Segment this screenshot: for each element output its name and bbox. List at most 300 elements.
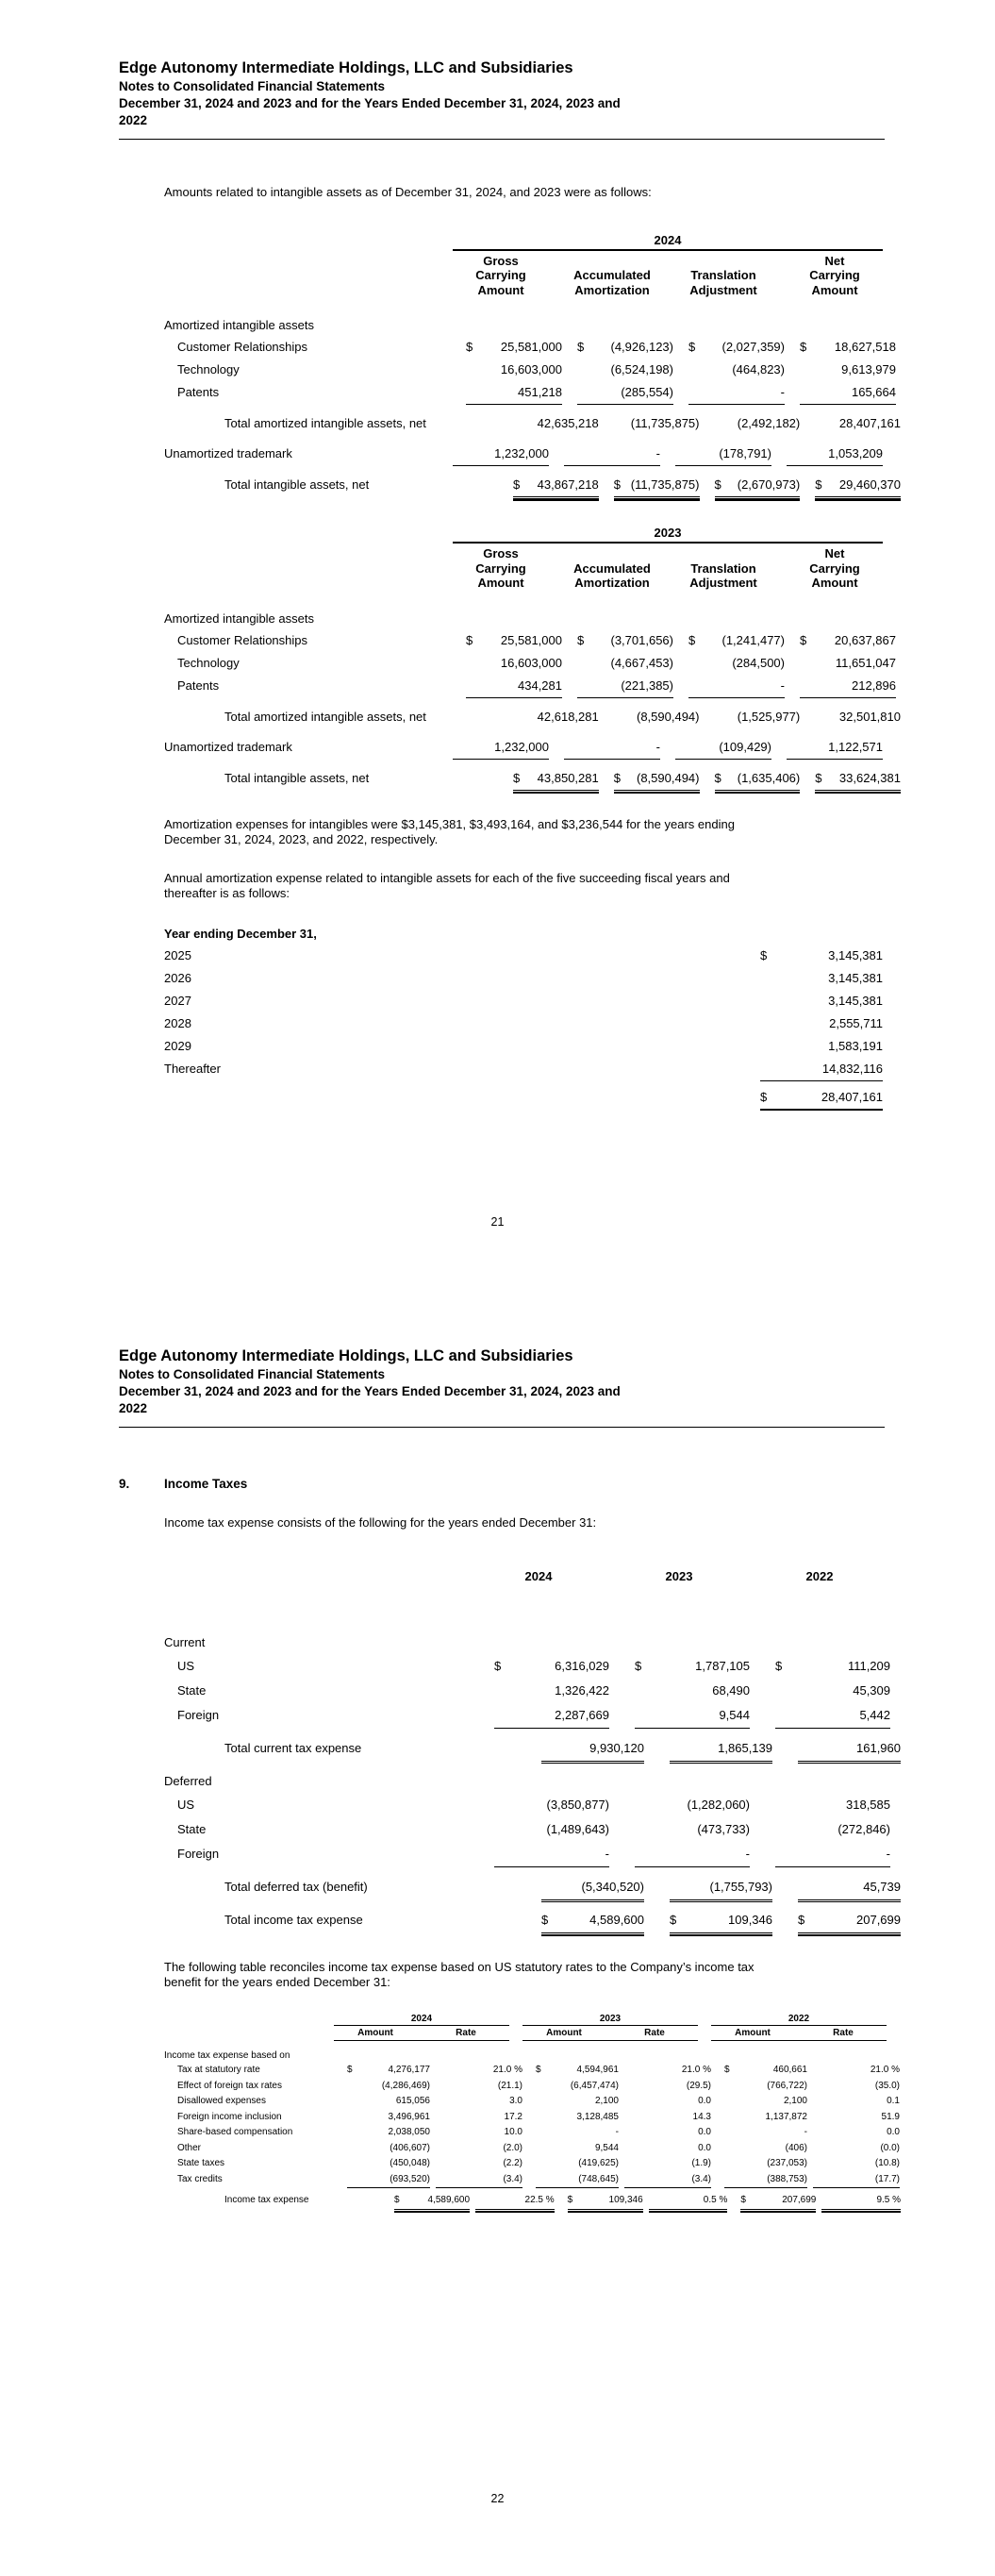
cell-value: 109,346 xyxy=(728,1912,772,1927)
cell-value: (272,846) xyxy=(837,1821,890,1836)
table-row xyxy=(164,2063,901,2079)
column-headers-row xyxy=(164,254,901,298)
amount-cell xyxy=(494,1817,609,1842)
cell-value: 1,137,872 xyxy=(765,2111,807,2122)
cell-value: (3,850,877) xyxy=(546,1797,609,1812)
statements-subtitle: Notes to Consolidated Financial Statements xyxy=(119,1367,386,1381)
table-row xyxy=(164,608,901,629)
table-row xyxy=(164,1654,901,1679)
currency-symbol: $ xyxy=(800,632,807,647)
amount-cell xyxy=(775,1679,890,1703)
statements-subtitle: Notes to Consolidated Financial Statements xyxy=(119,79,386,93)
cell-value: (1,489,643) xyxy=(546,1821,609,1836)
row-label: Unamortized trademark xyxy=(164,446,292,460)
amount-cell xyxy=(688,629,785,652)
currency-symbol: $ xyxy=(760,947,768,962)
table-row xyxy=(164,2110,901,2126)
currency-symbol: $ xyxy=(577,340,585,354)
amount-cell xyxy=(513,412,599,435)
cell-value: 2,100 xyxy=(594,2096,619,2106)
table-row xyxy=(164,2172,901,2189)
row-label: Tax at statutory rate xyxy=(177,2065,260,2075)
cell-value: 9,544 xyxy=(719,1707,750,1722)
amount-column-header: Amount xyxy=(735,2027,771,2038)
amount-cell xyxy=(513,767,599,791)
amount-column-header: Amount xyxy=(546,2027,582,2038)
amount-cell xyxy=(688,381,785,405)
amount-cell xyxy=(813,2125,900,2141)
amount-cell xyxy=(466,652,562,675)
column-header-line: Amount xyxy=(811,576,858,590)
amount-cell xyxy=(815,706,901,728)
amount-cell xyxy=(436,2141,522,2157)
cell-value: (4,926,123) xyxy=(610,340,673,354)
amount-cell xyxy=(347,2063,430,2079)
cell-value: 14,832,116 xyxy=(821,1061,883,1076)
amount-cell xyxy=(724,2063,807,2079)
cell-value: (237,053) xyxy=(767,2158,807,2168)
cell-value: 4,589,600 xyxy=(589,1912,644,1927)
amount-cell xyxy=(436,2172,522,2189)
table-row xyxy=(164,2094,901,2110)
column-header-line: Carrying xyxy=(809,268,860,282)
cell-value: 25,581,000 xyxy=(500,632,562,647)
amount-cell xyxy=(536,2079,619,2095)
cell-value: 3.0 xyxy=(509,2096,522,2106)
column-header-line: Net xyxy=(824,546,845,560)
cell-value: 32,501,810 xyxy=(838,709,901,724)
amount-cell xyxy=(453,736,549,760)
amount-cell xyxy=(724,2079,807,2095)
table-row xyxy=(164,474,901,497)
amount-cell xyxy=(347,2094,430,2110)
column-header xyxy=(453,546,549,591)
year-headers-row xyxy=(164,1569,901,1583)
amount-cell xyxy=(624,2156,711,2172)
amount-cell xyxy=(813,2141,900,2157)
year-label: 2023 xyxy=(654,526,682,540)
cell-value: (8,590,494) xyxy=(637,770,700,785)
cell-value: 4,594,961 xyxy=(576,2065,619,2075)
amount-cell xyxy=(787,443,883,466)
column-headers-row xyxy=(164,546,901,591)
table-row xyxy=(164,2156,901,2172)
cell-value: 9,613,979 xyxy=(841,362,896,376)
row-label: Other xyxy=(177,2142,202,2153)
year-label: Thereafter xyxy=(164,1061,221,1076)
amount-cell xyxy=(577,336,673,359)
currency-symbol: $ xyxy=(815,770,822,785)
amount-cell xyxy=(436,2125,522,2141)
amount-cell xyxy=(798,1736,901,1762)
cell-value: - xyxy=(615,2127,619,2137)
cell-value: 2,287,669 xyxy=(555,1707,609,1722)
row-label: Customer Relationships xyxy=(177,340,308,354)
row-label: Total amortized intangible assets, net xyxy=(224,416,426,430)
amount-cell xyxy=(813,2156,900,2172)
cell-value: (419,625) xyxy=(578,2158,619,2168)
currency-symbol: $ xyxy=(613,770,621,785)
intangibles-table-2024 xyxy=(164,233,901,498)
amount-cell xyxy=(436,2079,522,2095)
table-row xyxy=(164,675,901,698)
cell-value: (3,701,656) xyxy=(610,632,673,647)
amount-cell xyxy=(800,359,896,381)
amount-cell xyxy=(675,443,771,466)
currency-symbol: $ xyxy=(613,477,621,492)
sub-headers-row xyxy=(164,2028,901,2041)
year-label: 2026 xyxy=(164,970,191,985)
currency-symbol: $ xyxy=(347,2065,353,2075)
amount-cell xyxy=(614,706,700,728)
amount-cell xyxy=(347,2172,430,2189)
year-label: 2024 xyxy=(654,232,682,247)
amount-cell xyxy=(436,2110,522,2126)
amount-cell xyxy=(760,990,883,1012)
table-row xyxy=(164,767,901,791)
amount-cell xyxy=(453,443,549,466)
cell-value: (2,027,359) xyxy=(721,340,785,354)
cell-value: 43,850,281 xyxy=(537,770,599,785)
company-title: Edge Autonomy Intermediate Holdings, LLC and Subsidiaries xyxy=(119,1347,573,1364)
column-header-line: Gross xyxy=(483,546,519,560)
cell-value: 109,346 xyxy=(608,2195,643,2205)
cell-value: (2,492,182) xyxy=(737,416,801,430)
row-label: Unamortized trademark xyxy=(164,739,292,754)
currency-symbol: $ xyxy=(760,1089,768,1104)
row-label: Total intangible assets, net xyxy=(224,770,370,785)
cell-value: (0.0) xyxy=(880,2142,900,2153)
column-header-line: Amount xyxy=(477,282,524,297)
year-heading: 2024 xyxy=(524,1568,553,1583)
amortization-schedule xyxy=(164,923,901,1111)
table-row xyxy=(164,1817,901,1842)
cell-value: (5,340,520) xyxy=(581,1879,644,1894)
row-label: Disallowed expenses xyxy=(177,2096,266,2106)
amount-cell xyxy=(724,2172,807,2189)
cell-value: (1,755,793) xyxy=(709,1879,772,1894)
cell-value: (11,735,875) xyxy=(630,416,700,430)
cell-value: 9,930,120 xyxy=(589,1740,644,1755)
currency-symbol: $ xyxy=(494,1658,502,1673)
column-header-line: Amount xyxy=(477,576,524,590)
cell-value: 161,960 xyxy=(856,1740,901,1755)
column-header-line: Gross xyxy=(483,253,519,268)
amount-cell xyxy=(813,2063,900,2079)
amount-cell xyxy=(813,2110,900,2126)
row-label: Customer Relationships xyxy=(177,632,308,647)
currency-symbol: $ xyxy=(688,632,696,647)
amount-cell xyxy=(536,2063,619,2079)
cell-value: 9,544 xyxy=(594,2142,619,2153)
amount-cell xyxy=(649,2193,728,2210)
amount-cell xyxy=(494,1842,609,1867)
row-label: Patents xyxy=(177,385,220,399)
amount-cell xyxy=(775,1842,890,1867)
amount-cell xyxy=(821,2193,901,2210)
table-row xyxy=(164,629,901,652)
cell-value: 615,056 xyxy=(395,2096,430,2106)
amount-cell xyxy=(800,336,896,359)
amount-cell xyxy=(536,2110,619,2126)
schedule-total-row xyxy=(164,1086,901,1111)
amount-cell xyxy=(775,1817,890,1842)
amount-cell xyxy=(494,1793,609,1817)
cell-value: 10.0 xyxy=(504,2127,522,2137)
cell-value: 0.0 xyxy=(698,2096,711,2106)
cell-value: 17.2 xyxy=(504,2111,522,2122)
cell-value: (284,500) xyxy=(732,655,785,670)
row-label: Effect of foreign tax rates xyxy=(177,2080,282,2091)
amount-cell xyxy=(494,1703,609,1729)
amount-cell xyxy=(635,1679,750,1703)
page-22-content xyxy=(0,1288,995,2210)
amount-cell xyxy=(800,652,896,675)
row-label: Patents xyxy=(177,677,220,693)
amount-cell xyxy=(536,2125,619,2141)
cell-value: 212,896 xyxy=(852,677,896,693)
cell-value: 4,276,177 xyxy=(388,2065,430,2075)
amount-cell xyxy=(577,652,673,675)
amortization-expense-note: Amortization expenses for intangibles were $3,145,381, $3,493,164, and $3,236,544 for the years ending December 31, 2024, 2023, and 2022, respectively. xyxy=(164,816,735,846)
amount-cell xyxy=(614,474,700,497)
cell-value: 3,496,961 xyxy=(388,2111,430,2122)
amount-cell xyxy=(436,2094,522,2110)
cell-value: 9.5 % xyxy=(876,2195,902,2205)
cell-value: (4,286,469) xyxy=(381,2080,430,2091)
cell-value: 16,603,000 xyxy=(500,655,562,670)
cell-value: 45,309 xyxy=(853,1682,890,1698)
table-row xyxy=(164,1842,901,1867)
amount-cell xyxy=(635,1842,750,1867)
column-header-line: Amortization xyxy=(574,282,650,297)
table-row xyxy=(164,412,901,435)
amount-cell xyxy=(624,2141,711,2157)
amount-cell xyxy=(724,2125,807,2141)
amount-cell xyxy=(787,736,883,760)
currency-symbol: $ xyxy=(670,1912,677,1927)
year-headers-row xyxy=(164,2014,901,2026)
amount-cell xyxy=(394,2193,470,2210)
cell-value: 0.0 xyxy=(887,2127,900,2137)
row-label: Income tax expense xyxy=(224,2195,309,2205)
cell-value: 16,603,000 xyxy=(500,362,562,376)
cell-value: (6,524,198) xyxy=(610,362,673,376)
page-number: 22 xyxy=(490,2492,505,2505)
amount-cell xyxy=(541,1908,644,1933)
amount-cell xyxy=(541,1736,644,1762)
income-tax-intro: Income tax expense consists of the following for the years ended December 31: xyxy=(164,1515,597,1530)
cell-value: 29,460,370 xyxy=(838,477,901,492)
cell-value: 21.0 % xyxy=(492,2065,522,2075)
currency-symbol: $ xyxy=(513,770,521,785)
column-header-line: Accumulated xyxy=(573,560,651,576)
amount-cell xyxy=(813,2172,900,2189)
amount-cell xyxy=(347,2079,430,2095)
amount-cell xyxy=(564,736,660,760)
table-row xyxy=(164,381,901,405)
rate-column-header: Rate xyxy=(456,2027,476,2038)
cell-value: 3,145,381 xyxy=(828,993,883,1008)
cell-value: (8,590,494) xyxy=(637,709,700,724)
table-row xyxy=(164,1631,901,1654)
total-amount-cell xyxy=(760,1086,883,1111)
cell-value: (1,525,977) xyxy=(737,709,801,724)
reconciliation-intro: The following table reconciles income tax expense based on US statutory rates to the Company’s income tax benefit for the years ended December 31: xyxy=(164,1959,755,1989)
amount-cell xyxy=(466,359,562,381)
table-row xyxy=(164,2193,901,2210)
row-label: Total current tax expense xyxy=(224,1740,362,1755)
schedule-row xyxy=(164,1012,901,1035)
row-label: Total amortized intangible assets, net xyxy=(224,709,426,724)
section-label: Deferred xyxy=(164,1773,212,1788)
amount-cell xyxy=(577,675,673,698)
cell-value: 0.0 xyxy=(698,2127,711,2137)
amount-cell xyxy=(513,474,599,497)
cell-value: 434,281 xyxy=(518,677,562,693)
amount-cell xyxy=(614,412,700,435)
amount-cell xyxy=(815,767,901,791)
amount-cell xyxy=(760,1035,883,1058)
cell-value: (3.4) xyxy=(691,2173,711,2184)
section-title: Income Taxes xyxy=(164,1477,248,1491)
column-header xyxy=(787,546,883,591)
amount-cell xyxy=(724,2094,807,2110)
sub-header-group xyxy=(334,2028,509,2041)
page-number: 21 xyxy=(490,1215,505,1229)
row-label: Technology xyxy=(177,362,240,376)
cell-value: 20,637,867 xyxy=(834,632,896,647)
rate-column-header: Rate xyxy=(833,2027,854,2038)
row-label: US xyxy=(177,1658,195,1673)
cell-value: 451,218 xyxy=(518,385,562,399)
amount-cell xyxy=(775,1654,890,1679)
column-header-line: Accumulated xyxy=(573,268,651,282)
schedule-row xyxy=(164,1035,901,1058)
section-label: Current xyxy=(164,1634,206,1649)
column-header-line: Carrying xyxy=(475,268,526,282)
year-label: 2027 xyxy=(164,993,191,1008)
schedule-row xyxy=(164,1058,901,1081)
row-label: Foreign xyxy=(177,1846,220,1861)
cell-value: 165,664 xyxy=(852,385,896,399)
cell-value: 0.5 % xyxy=(703,2195,728,2205)
amount-cell xyxy=(635,1703,750,1729)
year-heading: 2022 xyxy=(805,1568,834,1583)
cell-value: 318,585 xyxy=(846,1797,890,1812)
cell-value: - xyxy=(605,1846,609,1861)
cell-value: 111,209 xyxy=(847,1658,890,1673)
amount-cell xyxy=(760,967,883,990)
table-year-row xyxy=(164,233,901,251)
amount-cell xyxy=(813,2079,900,2095)
amount-cell xyxy=(347,2141,430,2157)
cell-value: 4,589,600 xyxy=(427,2195,471,2205)
currency-symbol: $ xyxy=(800,340,807,354)
cell-value: 42,635,218 xyxy=(537,416,599,430)
cell-value: (473,733) xyxy=(697,1821,750,1836)
year-heading: 2023 xyxy=(522,2014,698,2026)
amount-cell xyxy=(724,2110,807,2126)
amount-cell xyxy=(624,2172,711,2189)
cell-value: - xyxy=(780,385,785,399)
cell-value: 207,699 xyxy=(856,1912,901,1927)
cell-value: 1,787,105 xyxy=(695,1658,750,1673)
cell-value: (406) xyxy=(785,2142,807,2153)
cell-value: 0.0 xyxy=(698,2142,711,2153)
currency-symbol: $ xyxy=(714,477,721,492)
year-heading: 2022 xyxy=(711,2014,887,2026)
column-header-line: Adjustment xyxy=(689,282,757,297)
amount-cell xyxy=(577,381,673,405)
currency-symbol: $ xyxy=(740,2195,746,2205)
cell-value: (450,048) xyxy=(390,2158,430,2168)
amount-cell xyxy=(494,1654,609,1679)
table-row xyxy=(164,706,901,728)
amount-cell xyxy=(670,1875,772,1900)
amount-cell xyxy=(347,2156,430,2172)
intangibles-table-2023 xyxy=(164,526,901,791)
year-label: 2029 xyxy=(164,1038,191,1053)
amount-cell xyxy=(715,474,801,497)
section-label: Income tax expense based on xyxy=(164,2049,290,2061)
cell-value: (1,635,406) xyxy=(737,770,801,785)
amount-cell xyxy=(760,945,883,967)
cell-value: (285,554) xyxy=(621,385,673,399)
cell-value: (693,520) xyxy=(390,2173,430,2184)
column-header xyxy=(675,561,771,591)
cell-value: 51.9 xyxy=(881,2111,900,2122)
cell-value: (748,645) xyxy=(578,2173,619,2184)
currency-symbol: $ xyxy=(775,1658,783,1673)
currency-symbol: $ xyxy=(724,2065,730,2075)
schedule-row xyxy=(164,945,901,967)
currency-symbol: $ xyxy=(513,477,521,492)
row-label: Share-based compensation xyxy=(177,2127,293,2137)
amount-cell xyxy=(577,629,673,652)
row-label: State xyxy=(177,1682,207,1698)
amount-cell xyxy=(675,736,771,760)
amount-cell xyxy=(635,1654,750,1679)
row-label: Tax credits xyxy=(177,2173,223,2184)
amount-cell xyxy=(536,2156,619,2172)
cell-value: 18,627,518 xyxy=(834,340,896,354)
amount-cell xyxy=(513,706,599,728)
currency-symbol: $ xyxy=(536,2065,541,2075)
header-divider xyxy=(119,1427,885,1428)
table-row xyxy=(164,2079,901,2095)
amount-cell xyxy=(688,652,785,675)
amount-cell xyxy=(798,1908,901,1933)
document-header xyxy=(119,1347,901,1417)
amount-cell xyxy=(724,2141,807,2157)
section-label: Amortized intangible assets xyxy=(164,318,314,332)
table-row xyxy=(164,1793,901,1817)
cell-value: 22.5 % xyxy=(524,2195,555,2205)
column-header-line: Carrying xyxy=(475,560,526,576)
rate-column-header: Rate xyxy=(644,2027,665,2038)
cell-value: (29.5) xyxy=(686,2080,711,2091)
row-label: US xyxy=(177,1797,195,1812)
row-label: Total income tax expense xyxy=(224,1912,363,1927)
table-row xyxy=(164,443,901,466)
year-heading xyxy=(453,233,883,251)
table-row xyxy=(164,2125,901,2141)
amount-cell xyxy=(635,1793,750,1817)
row-label: Total deferred tax (benefit) xyxy=(224,1879,368,1894)
amount-cell xyxy=(466,675,562,698)
amount-cell xyxy=(577,359,673,381)
